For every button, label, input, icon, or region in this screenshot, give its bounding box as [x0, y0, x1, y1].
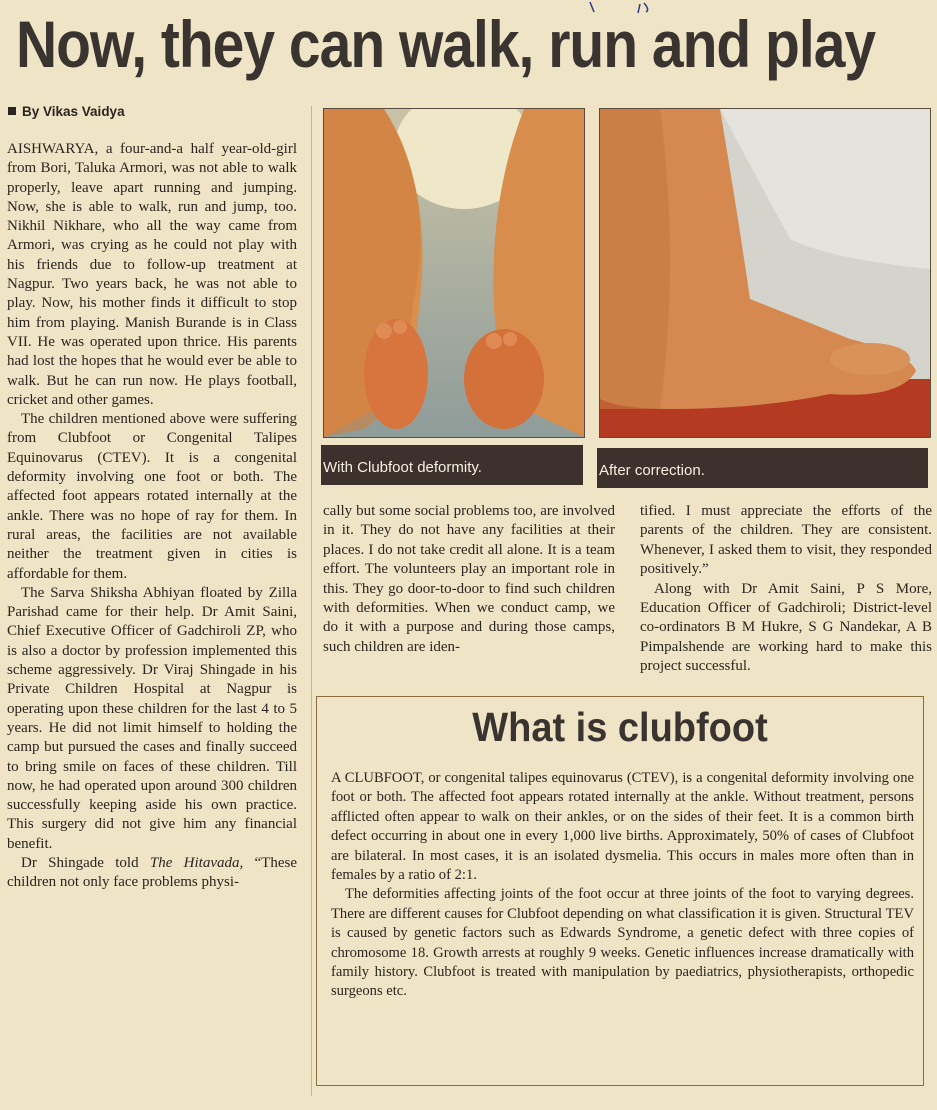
article-paragraph	[7, 854, 297, 893]
byline	[8, 104, 125, 119]
sidebar-body	[331, 769, 914, 1002]
sidebar-title: What is clubfoot	[472, 705, 768, 751]
feet-before-image	[324, 109, 584, 437]
newspaper-name: The Hitavada,	[149, 854, 244, 871]
byline-square-icon	[8, 107, 16, 115]
photo-after-correction	[599, 108, 931, 438]
photo-clubfoot-deformity	[323, 108, 585, 438]
foot-after-image	[600, 109, 930, 437]
photo-caption-before: With Clubfoot deformity.	[321, 445, 583, 485]
text-run: “These children not only face problems physi-	[7, 854, 297, 891]
article-paragraph: AISHWARYA, a four-and-a half year-old-girl from Bori, Taluka Armori, was not able to walk properly, leave apart running and jumping. Now, she is able to walk, run and jump, too. Nikhil Nikhare, who all the way came from Armori, was crying as he could not play with his friends due to follow-up treatment at Nagpur. Two years back, he was not able to play. Now, his mother finds it difficult to stop him from playing. Manish Burande is in Class VII. He was operated upon thrice. His parents had lost the hopes that he would ever be able to walk. But he can run now. He plays football, cricket and other games.	[7, 141, 297, 408]
text-run: Dr Shingade told	[21, 854, 150, 871]
article-paragraph: tified. I must appreciate the efforts of the parents of the children. They are consistent. Whenever, I asked them to visit, they responded positively.”	[640, 503, 932, 578]
article-paragraph: The Sarva Shiksha Abhiyan floated by Zilla Parishad came for their help. Dr Amit Saini, Chief Executive Officer of Gadchiroli ZP, who is also a doctor by profession implemented this scheme aggressively. Dr Viraj Shingade in his Private Children Hospital at Nagpur is operating upon these children for the last 4 to 5 years. He did not limit himself to holding the camp but pursued the cases and finally succeed to bring smile on faces of these children. Till now, he had operated upon around 300 children successfully keeping aside his own practice. This surgery did not give him any financial benefit.	[7, 584, 297, 852]
sidebar-paragraph: The deformities affecting joints of the foot occur at three joints of the foot to varying degrees. There are different causes for Clubfoot depending on what classification it is given. Structural TEV is caused by genetic factors such as Edwards Syndrome, a genetic defect with three copies of chromosome 18. Growth arrests at roughly 9 weeks. Genetic influences increase dramatically with family history. Clubfoot is treated with manipulation by paediatrics, physiotherapists, orthopedic surgeons etc.	[331, 886, 914, 1000]
article-column-2	[323, 502, 615, 657]
article-column-3	[640, 502, 932, 677]
photo-caption-after: After correction.	[597, 448, 928, 488]
article-paragraph: cally but some social problems too, are involved in it. They do not have any facilities at their places. I do not take credit all alone. It is a team effort. The volunteers play an important role in this. They go door-to-door to find such children with deformities. When we conduct camp, we do it with a purpose and during those camps, such children are iden-	[323, 503, 615, 655]
article-paragraph: Along with Dr Amit Saini, P S More, Education Officer of Gadchiroli; District-level co-ordinators B M Hukre, S G Nandekar, A B Pimpalshende are working hard to make this project successful.	[640, 580, 932, 675]
sidebar-box	[316, 696, 924, 1086]
headline: Now, they can walk, run and play	[16, 8, 876, 82]
article-paragraph: The children mentioned above were suffering from Clubfoot or Congenital Talipes Equinovarus (CTEV). It is a congenital deformity involving one foot or both. The affected foot appears rotated internally at the ankle. There was no hope of ray for them. In rural areas, the facilities are not available neither the treatment given in cities is affordable for them.	[7, 411, 297, 582]
article-column-1	[7, 140, 297, 893]
sidebar-paragraph: A CLUBFOOT, or congenital talipes equinovarus (CTEV), is a congenital deformity involving one foot or both. The affected foot appears rotated internally at the ankle. Without treatment, persons afflicted often appear to walk on their ankles, or on the sides of their feet. It is a common birth defect occurring in about one in every 1,000 live births. Approximately, 50% of cases of Clubfoot are bilateral. In most cases, it is an isolated dysmelia. This occurs in males more often than in females by a ratio of 2:1.	[331, 770, 914, 884]
byline-text: By Vikas Vaidya	[22, 104, 125, 119]
column-divider	[311, 106, 312, 1096]
